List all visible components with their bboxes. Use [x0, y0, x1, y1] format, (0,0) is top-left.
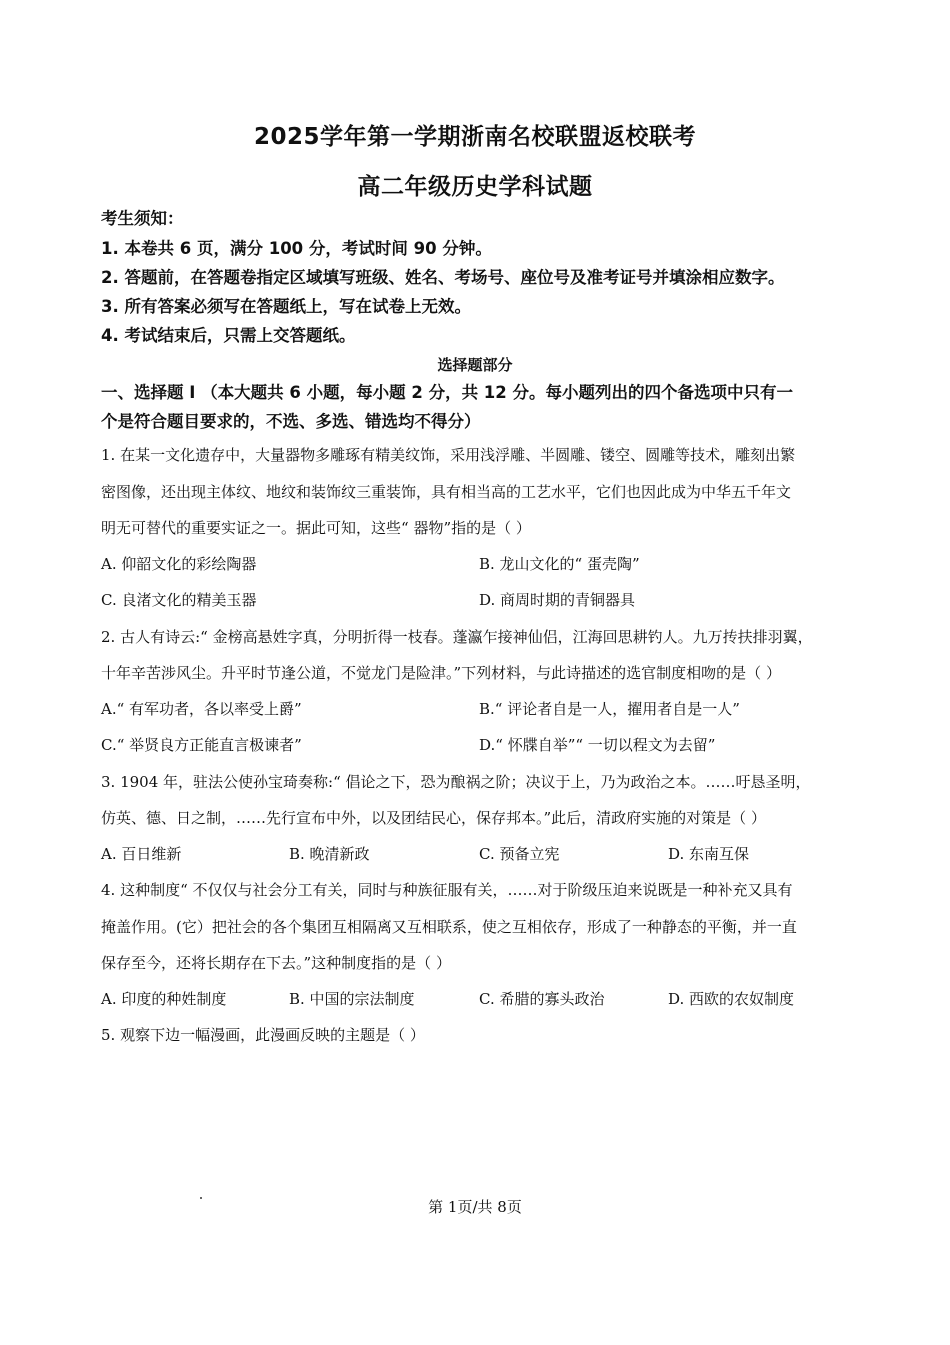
question-1-option-d: D. 商周时期的青铜器具: [479, 591, 636, 609]
notice-item: 2. 答题前，在答题卷指定区域填写班级、姓名、考场号、座位号及准考证号并填涂相应数字。: [101, 268, 785, 287]
notice-item: 4. 考试结束后，只需上交答题纸。: [101, 326, 356, 345]
question-3-option-a: A. 百日维新: [101, 845, 182, 863]
question-4-text: 保存至今，还将长期存在下去。”这种制度指的是（ ）: [101, 954, 451, 972]
question-4-option-c: C. 希腊的寡头政治: [479, 990, 605, 1008]
question-2-text: 十年辛苦涉风尘。升平时节逢公道，不觉龙门是险津。”下列材料，与此诗描述的选官制度相吻的是（ ）: [101, 664, 781, 682]
question-5-text: 5. 观察下边一幅漫画，此漫画反映的主题是（ ）: [101, 1026, 425, 1044]
question-3-text: 3. 1904 年，驻法公使孙宝琦奏称:“ 倡论之下，恐为酿祸之阶；决议于上，乃为政治之本。……吁恳圣明，: [101, 773, 811, 791]
exam-subtitle: 高二年级历史学科试题: [357, 174, 593, 200]
question-3-option-d: D. 东南互保: [668, 845, 750, 863]
notice-item: 3. 所有答案必须写在答题纸上，写在试卷上无效。: [101, 297, 471, 316]
question-1-option-c: C. 良渚文化的精美玉器: [101, 591, 257, 609]
question-1-option-b: B. 龙山文化的“ 蛋壳陶”: [479, 555, 640, 573]
question-4-text: 掩盖作用。(它）把社会的各个集团互相隔离又互相联系，使之互相依存，形成了一种静态的平衡，并一直: [101, 918, 797, 936]
question-2-option-b: B.“ 评论者自是一人，擢用者自是一人”: [479, 700, 740, 718]
part-title: 选择题部分: [437, 356, 513, 374]
question-2-option-d: D.“ 怀牒自举”“ 一切以程文为去留”: [479, 736, 716, 754]
question-2-option-a: A.“ 有军功者，各以率受上爵”: [101, 700, 302, 718]
question-4-option-b: B. 中国的宗法制度: [289, 990, 415, 1008]
question-4-option-d: D. 西欧的农奴制度: [668, 990, 795, 1008]
notice-heading: 考生须知：: [101, 209, 184, 228]
question-1-text: 1. 在某一文化遗存中，大量器物多雕琢有精美纹饰，采用浅浮雕、半圆雕、镂空、圆雕等技术，雕刻出繁: [101, 446, 796, 464]
notice-item: 1. 本卷共 6 页，满分 100 分，考试时间 90 分钟。: [101, 239, 492, 258]
question-4-text: 4. 这种制度“ 不仅仅与社会分工有关，同时与种族征服有关，……对于阶级压迫来说既是一种补充又具有: [101, 881, 793, 899]
question-3-option-b: B. 晚清新政: [289, 845, 370, 863]
question-3-option-c: C. 预备立宪: [479, 845, 560, 863]
section-heading: 一、选择题 I （本大题共 6 小题，每小题 2 分，共 12 分。每小题列出的四个备选项中只有一: [101, 383, 794, 402]
question-2-option-c: C.“ 举贤良方正能直言极谏者”: [101, 736, 302, 754]
question-1-text: 密图像，还出现主体纹、地纹和装饰纹三重装饰，具有相当高的工艺水平，它们也因此成为中华五千年文: [101, 483, 792, 501]
page-number: 第 1页/共 8页: [428, 1198, 522, 1216]
section-heading-cont: 个是符合题目要求的，不选、多选、错选均不得分）: [101, 412, 481, 431]
exam-title: 2025学年第一学期浙南名校联盟返校联考: [253, 124, 696, 150]
question-4-option-a: A. 印度的种姓制度: [101, 990, 227, 1008]
question-3-text: 仿英、德、日之制，……先行宣布中外，以及团结民心，保存邦本。”此后，清政府实施的对策是（ ）: [101, 809, 766, 827]
question-1-text: 明无可替代的重要实证之一。据此可知，这些“ 器物”指的是（ ）: [101, 519, 531, 537]
question-1-option-a: A. 仰韶文化的彩绘陶器: [101, 555, 257, 573]
question-2-text: 2. 古人有诗云:“ 金榜高悬姓字真，分明折得一枝春。蓬瀛乍接神仙侣，江海回思耕钓人。九万抟扶排羽翼，: [101, 628, 813, 646]
